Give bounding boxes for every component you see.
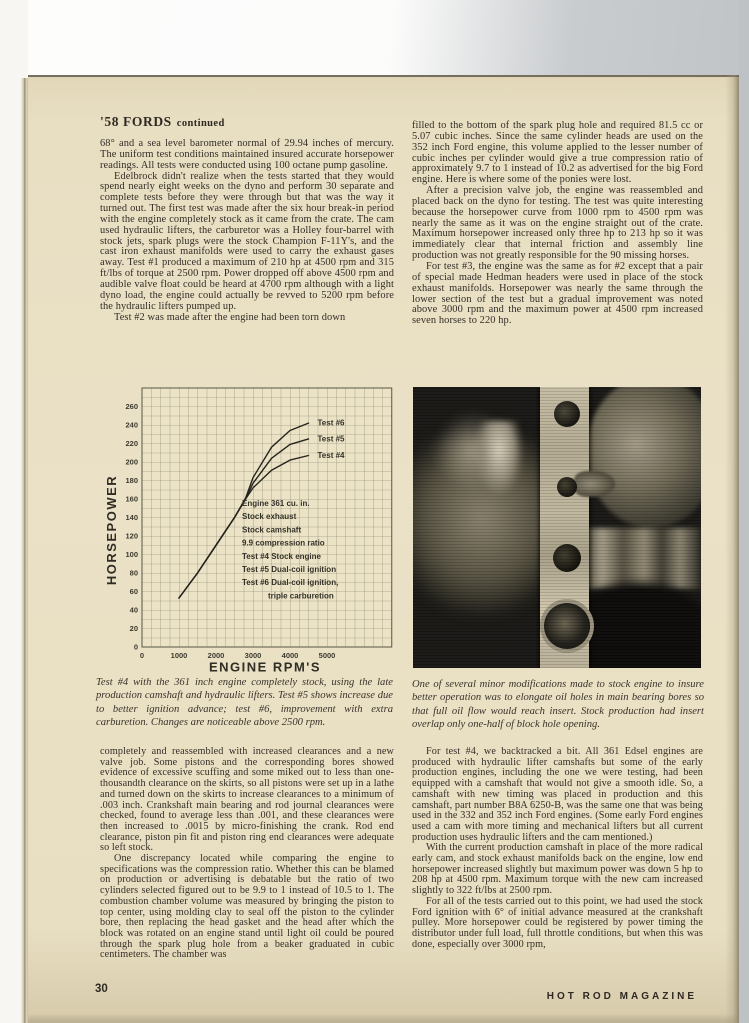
body-paragraph: filled to the bottom of the spark plug hole and required 81.5 cc or 5.07 cubic inches. Since the same cylinder heads are used on the 352 inch Ford engine, this volume applied to the lesser number of cubic inches per cylinder would give a true compression ratio of approximately 9.7 to 1 instead of 10.2 as advertised for the big Ford engine. Here is where some of the ponies were lost. — [412, 120, 703, 186]
y-tick-label: 260 — [125, 402, 138, 412]
page-stack-edge — [21, 78, 28, 1023]
body-paragraph: After a precision valve job, the engine was reassembled and placed back on the dyno for testing. The test was quite interesting because the horsepower curve from 1000 rpm to 4500 rpm was nearly the same as it was on the engine straight out of the crate. Maximum horsepower increased only three hp to 213 hp so it was immediately clear that internal friction and assembly line production was not greatly responsible for the 90 missing horses. — [412, 185, 703, 262]
chart-annotation: Test #5 Dual-coil ignition — [242, 565, 337, 574]
right-column-lower-text — [412, 747, 703, 950]
x-tick-label: 4000 — [281, 651, 299, 660]
engine-photo — [413, 387, 701, 668]
chart-annotation: Stock exhaust — [242, 512, 297, 522]
body-paragraph: Test #2 was made after the engine had been torn down — [114, 311, 346, 323]
y-tick-label: 200 — [125, 457, 138, 467]
curve-label: Test #5 — [317, 434, 345, 444]
y-tick-label: 140 — [125, 513, 138, 523]
x-axis-title: ENGINE RPM'S — [208, 659, 322, 674]
curve-label: Test #6 — [317, 418, 345, 428]
y-tick-label: 20 — [129, 624, 138, 634]
scanner-background-top — [0, 0, 749, 76]
x-tick-label: 0 — [139, 651, 145, 660]
left-column-upper-text — [100, 139, 394, 323]
chart-caption: Test #4 with the 361 inch engine completely stock, using the late production camshaft and hydraulic lifters. Test #5 shows increase due to better ignition advance; test #6, improvement with extra carburetion. Changes are noticeable above 2500 rpm. — [96, 677, 393, 729]
body-paragraph: completely and reassembled with increased clearances and a new valve job. Some pistons and the corresponding bores showed evidence of excessive scuffing and some miked out to less than one-thousandth clearance on the skirts, so all pistons were set up in a lathe and turned down on the skirts to increase clearances to a minimum of .003 inch. Crankshaft main bearing and rod journal clearances were checked, found to average less than .001, and these clearances were then increased to .0015 by micro-finishing the crank. Rod end clearance, piston pin fit and piston ring end clearances were adequate so left stock. — [100, 746, 394, 854]
horsepower-chart-svg — [105, 384, 397, 674]
y-axis-title: HORSEPOWER — [105, 474, 119, 586]
chart-annotation: Test #4 Stock engine — [242, 551, 321, 561]
horsepower-chart — [105, 384, 397, 674]
x-tick-label: 1000 — [170, 651, 188, 660]
left-column-lower-text — [100, 747, 394, 961]
body-paragraph: One discrepancy located while comparing the engine to specifications was the compression ratio. Whether this can be blamed on production or advertising is debatable but the ratio of two cylinders selected figured out to be 9.9 to 1 instead of 10.5 to 1. The combustion chamber volume was measured by bringing the piston to top center, using molding clay to seal off the piston to the cylinder bore, then replacing the head gasket and the head after which the block was rotated on an engine stand until light oil could be poured through the spark plug hole from a beaker graduated in cubic centimeters. The chamber was — [100, 853, 394, 961]
right-column-upper-text — [412, 121, 703, 327]
chart-annotation: Stock camshaft — [242, 525, 302, 535]
photo-caption: One of several minor modifications made to stock engine to insure better operation was to elongate oil holes in main bearing bores so that full oil flow would reach insert. Stock production had insert overlap only one-half of block hole opening. — [412, 679, 704, 731]
y-tick-label: 100 — [125, 550, 138, 560]
page-fold-shadow — [725, 75, 739, 1023]
y-tick-label: 0 — [133, 642, 138, 652]
section-continued-label: continued — [176, 118, 225, 129]
magazine-page — [28, 75, 739, 1023]
y-tick-label: 40 — [129, 605, 138, 615]
page-number: 30 — [95, 983, 108, 995]
y-tick-label: 240 — [125, 420, 138, 430]
body-paragraph: With the current production camshaft in place of the more radical early cam, and stock exhaust manifolds back on the engine, low end horsepower increased slightly but maximum power was down 5 hp to 208 hp at 4500 rpm. Maximum torque with the new cam increased slightly to 322 ft/lbs at 2500 rpm. — [412, 842, 703, 897]
photo-grain-overlay — [413, 387, 701, 668]
chart-annotation: Engine 361 cu. in. — [242, 499, 310, 508]
y-tick-label: 120 — [125, 531, 138, 541]
y-tick-label: 80 — [129, 568, 138, 578]
x-tick-label: 5000 — [318, 651, 336, 660]
body-paragraph: For test #3, the engine was the same as for #2 except that a pair of special made Hedman headers were used in place of the stock exhaust manifolds. Horsepower was nearly the same through the lower section of the test but a gradual improvement was noted above 3000 rpm and the maximum power at 4500 rpm increased seven horses to 220 hp. — [412, 260, 703, 327]
curve-label: Test #4 — [317, 451, 345, 461]
y-tick-label: 180 — [125, 476, 138, 486]
y-tick-label: 60 — [129, 587, 138, 597]
body-paragraph: For all of the tests carried out to this point, we had used the stock Ford ignition with 6° of initial advance measured at the crankshaft pulley. More horsepower could be registered by power timing the distributor under full load, full throttle conditions, but when this was done, especially over 3000 rpm, — [412, 895, 703, 950]
body-paragraph: Edelbrock didn't realize when the tests started that they would spend nearly eight weeks on the dyno and perform 30 separate and complete tests before they were through but that was the way it turned out. The first test was made after the six hour break-in period with the engine completely stock as it came from the crate. The cam used hydraulic lifters, the carburetor was a Holley four-barrel with stock jets, spark plugs were the stock Champion F-11Y's, and the cast iron exhaust manifolds were used to carry the exhaust gases away. Test #1 produced a maximum of 210 hp at 4500 rpm and 315 ft/lbs of torque at 2500 rpm. Power dropped off above 4500 rpm and audible valve float could be heard at 4700 rpm although with a light dyno load, the engine could actually be revved to 5200 rpm before the hydraulic lifters pumped up. — [100, 170, 394, 312]
body-paragraph: 68° and a sea level barometer normal of 29.94 inches of mercury. The uniform test conditions maintained insured accurate horsepower readings. All tests were conducted using 100 octane pump gasoline. — [100, 138, 394, 171]
body-paragraph: For test #4, we backtracked a bit. All 361 Edsel engines are produced with hydraulic lifter camshafts but some of the early production engines, including the one we were testing, had been equipped with a camshaft that would not give a smooth idle. So, a camshaft with new timing was placed in production and this camshaft, part number B8A 6250-B, was the same one that was being used in the 332 and 352 inch Ford engines. (Some early Ford engines used a cam with more timing and mechanical lifters but all current production uses hydraulic lifters and the cam mentioned.) — [412, 746, 703, 843]
x-tick-label: 2000 — [207, 651, 225, 660]
scanner-background-right — [739, 0, 749, 1023]
y-tick-label: 160 — [125, 494, 138, 504]
magazine-name: HOT ROD MAGAZINE — [546, 991, 697, 1002]
section-title: '58 FORDS — [100, 114, 172, 129]
chart-annotation: Test #6 Dual-coil ignition, — [242, 578, 339, 588]
section-header — [100, 113, 225, 131]
x-tick-label: 3000 — [244, 651, 262, 660]
chart-annotation: 9.9 compression ratio — [242, 538, 325, 548]
y-tick-label: 220 — [125, 439, 138, 449]
chart-annotation: triple carburetion — [268, 591, 334, 601]
